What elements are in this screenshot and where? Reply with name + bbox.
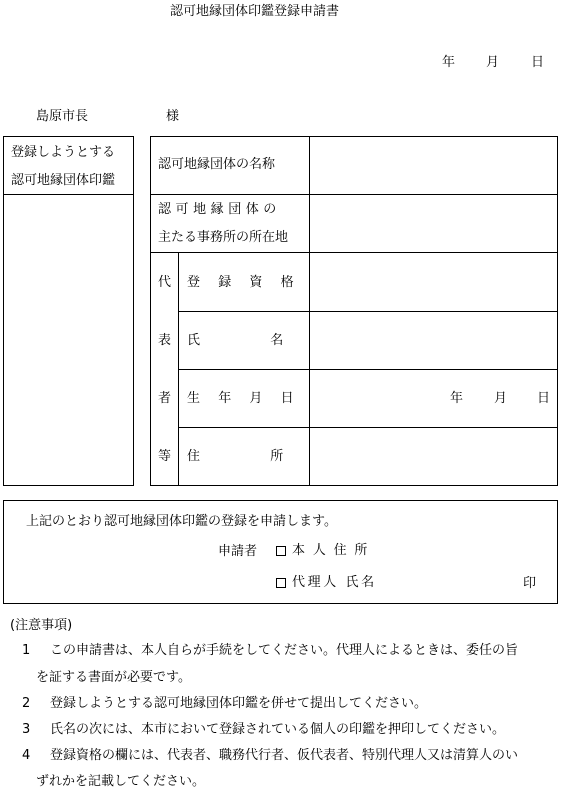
seal-impression-box bbox=[3, 136, 134, 486]
rep-label-char: 等 bbox=[158, 449, 172, 464]
self-checkbox[interactable] bbox=[276, 546, 286, 556]
birth-day-label: 日 bbox=[537, 391, 551, 406]
table-row-divider bbox=[150, 194, 558, 195]
seal-box-label-2: 認可地縁団体印鑑 bbox=[11, 173, 116, 188]
note-text: この申請書は、本人自らが手続をしてください。代理人によるときは、委任の旨 bbox=[50, 643, 519, 658]
option-self-label: 本人住所 bbox=[292, 543, 376, 558]
table-row-divider bbox=[178, 427, 558, 428]
addressee-honorific: 様 bbox=[166, 109, 180, 124]
date-month-label: 月 bbox=[486, 55, 500, 70]
agent-checkbox[interactable] bbox=[276, 578, 286, 588]
qualification-field[interactable] bbox=[312, 256, 554, 307]
date-year-label: 年 bbox=[442, 55, 456, 70]
note-text: 氏名の次には、本市において登録されている個人の印鑑を押印してください。 bbox=[50, 722, 506, 737]
applicant-label: 申請者 bbox=[218, 544, 258, 559]
notes-heading: (注意事項) bbox=[10, 618, 73, 633]
option-agent-label: 代理人 氏名 bbox=[292, 575, 377, 590]
rep-label-char: 表 bbox=[158, 333, 172, 348]
table-row-divider bbox=[150, 252, 558, 253]
note-text: ずれかを記載してください。 bbox=[36, 774, 206, 789]
seal-box-divider bbox=[3, 194, 134, 195]
birth-year-label: 年 bbox=[450, 391, 464, 406]
address-field[interactable] bbox=[312, 431, 554, 482]
seal-mark: 印 bbox=[523, 576, 537, 591]
application-statement: 上記のとおり認可地縁団体印鑑の登録を申請します。 bbox=[26, 514, 337, 529]
office-label-1: 認可地縁団体の bbox=[158, 202, 281, 217]
note-number: 4 bbox=[22, 748, 31, 763]
date-day-label: 日 bbox=[531, 55, 545, 70]
table-row-divider bbox=[178, 369, 558, 370]
note-text: 登録しようとする認可地縁団体印鑑を併せて提出してください。 bbox=[50, 696, 428, 711]
office-address-field[interactable] bbox=[312, 198, 554, 248]
note-text: 登録資格の欄には、代表者、職務代行者、仮代表者、特別代理人又は清算人のい bbox=[50, 748, 519, 763]
org-name-field[interactable] bbox=[312, 140, 554, 190]
table-row-divider bbox=[178, 311, 558, 312]
addressee-mayor: 島原市長 bbox=[36, 109, 89, 124]
birthdate-label: 生年月日 bbox=[187, 391, 312, 406]
rep-label-char: 代 bbox=[158, 275, 172, 290]
name-field[interactable] bbox=[312, 315, 554, 365]
note-number: 3 bbox=[22, 722, 31, 737]
note-number: 2 bbox=[22, 696, 31, 711]
qualification-label: 登録資格 bbox=[187, 275, 312, 290]
note-text: を証する書面が必要です。 bbox=[36, 670, 191, 685]
name-label: 氏名 bbox=[187, 333, 354, 348]
seal-box-label-1: 登録しようとする bbox=[11, 145, 116, 160]
rep-label-char: 者 bbox=[158, 391, 172, 406]
org-name-label: 認可地縁団体の名称 bbox=[158, 157, 276, 172]
address-label: 住所 bbox=[187, 449, 354, 464]
birth-month-label: 月 bbox=[494, 391, 508, 406]
page-title: 認可地縁団体印鑑登録申請書 bbox=[170, 4, 340, 19]
note-number: 1 bbox=[22, 643, 31, 658]
office-label-2: 主たる事務所の所在地 bbox=[158, 230, 289, 245]
